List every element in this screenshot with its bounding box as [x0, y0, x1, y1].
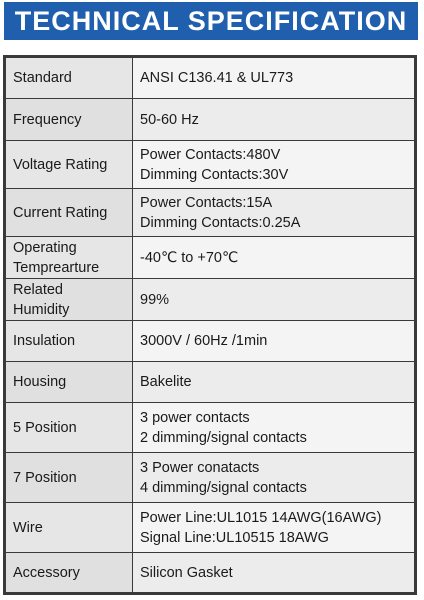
- spec-label: [6, 58, 133, 99]
- spec-label-line: Related: [13, 281, 63, 298]
- table-row-insulation: [6, 321, 415, 362]
- spec-label: [6, 141, 133, 189]
- spec-label-line: Temprearture: [13, 259, 100, 276]
- spec-label-line: Standard: [13, 70, 72, 86]
- spec-value: [133, 503, 415, 553]
- spec-label-line: Voltage Rating: [13, 156, 108, 173]
- spec-value-line: 4 dimming/signal contacts: [140, 479, 307, 496]
- spec-label-line: 5 Position: [13, 419, 77, 436]
- spec-value: [133, 58, 415, 99]
- spec-label-line: Operating: [13, 239, 77, 256]
- spec-value-line: 2 dimming/signal contacts: [140, 429, 307, 446]
- table-row-related-humidity: [6, 279, 415, 321]
- table-row-voltage-rating: [6, 141, 415, 189]
- spec-label-line: Frequency: [13, 111, 82, 128]
- table-row-5-position: [6, 403, 415, 453]
- spec-value-line: Signal Line:UL10515 18AWG: [140, 529, 329, 546]
- spec-value: [133, 403, 415, 453]
- spec-table: [5, 57, 415, 593]
- spec-label-line: Accessory: [13, 564, 80, 581]
- spec-label: [6, 279, 133, 321]
- spec-value-line: Dimming Contacts:0.25A: [140, 214, 301, 231]
- table-row-wire: [6, 503, 415, 553]
- table-row-accessory: [6, 553, 415, 593]
- title-banner: [4, 2, 418, 40]
- spec-value-line: Silicon Gasket: [140, 564, 233, 581]
- spec-label-line: Insulation: [13, 333, 76, 349]
- spec-value-line: Dimming Contacts:30V: [140, 166, 289, 183]
- spec-value-line: -40℃ to +70℃: [140, 249, 239, 266]
- spec-label: [6, 237, 133, 279]
- spec-value-line: Bakelite: [140, 374, 192, 390]
- spec-label-line: Current Rating: [13, 204, 108, 221]
- spec-label-line: Humidity: [13, 301, 70, 318]
- spec-value: [133, 141, 415, 189]
- table-row-housing: [6, 362, 415, 403]
- spec-value: [133, 321, 415, 362]
- spec-value: [133, 237, 415, 279]
- page-title: TECHNICAL SPECIFICATION: [14, 5, 408, 36]
- spec-label: [6, 453, 133, 503]
- spec-value: [133, 362, 415, 403]
- spec-label: [6, 189, 133, 237]
- spec-value-line: 3000V / 60Hz /1min: [140, 333, 268, 349]
- spec-value: [133, 99, 415, 141]
- spec-value-line: ANSI C136.41 & UL773: [140, 70, 294, 86]
- spec-value: [133, 453, 415, 503]
- spec-value-line: Power Contacts:480V: [140, 146, 281, 163]
- spec-value: [133, 189, 415, 237]
- spec-value-line: 99%: [140, 291, 170, 308]
- spec-table-container: [3, 55, 417, 595]
- table-row-operating-temperature: [6, 237, 415, 279]
- spec-value-line: Power Line:UL1015 14AWG(16AWG): [140, 509, 382, 526]
- spec-value-line: Power Contacts:15A: [140, 194, 273, 211]
- spec-label: [6, 553, 133, 593]
- spec-value: [133, 279, 415, 321]
- spec-label-line: Housing: [13, 374, 67, 390]
- spec-value-line: 50-60 Hz: [140, 111, 199, 128]
- table-row-frequency: [6, 99, 415, 141]
- table-row-current-rating: [6, 189, 415, 237]
- spec-label-line: Wire: [13, 519, 43, 536]
- spec-label: [6, 362, 133, 403]
- table-row-standard: [6, 58, 415, 99]
- table-row-7-position: [6, 453, 415, 503]
- spec-value-line: 3 power contacts: [140, 409, 250, 426]
- spec-label: [6, 403, 133, 453]
- spec-value: [133, 553, 415, 593]
- spec-label: [6, 321, 133, 362]
- spec-label-line: 7 Position: [13, 469, 77, 486]
- spec-label: [6, 99, 133, 141]
- spec-value-line: 3 Power conatacts: [140, 459, 260, 476]
- spec-label: [6, 503, 133, 553]
